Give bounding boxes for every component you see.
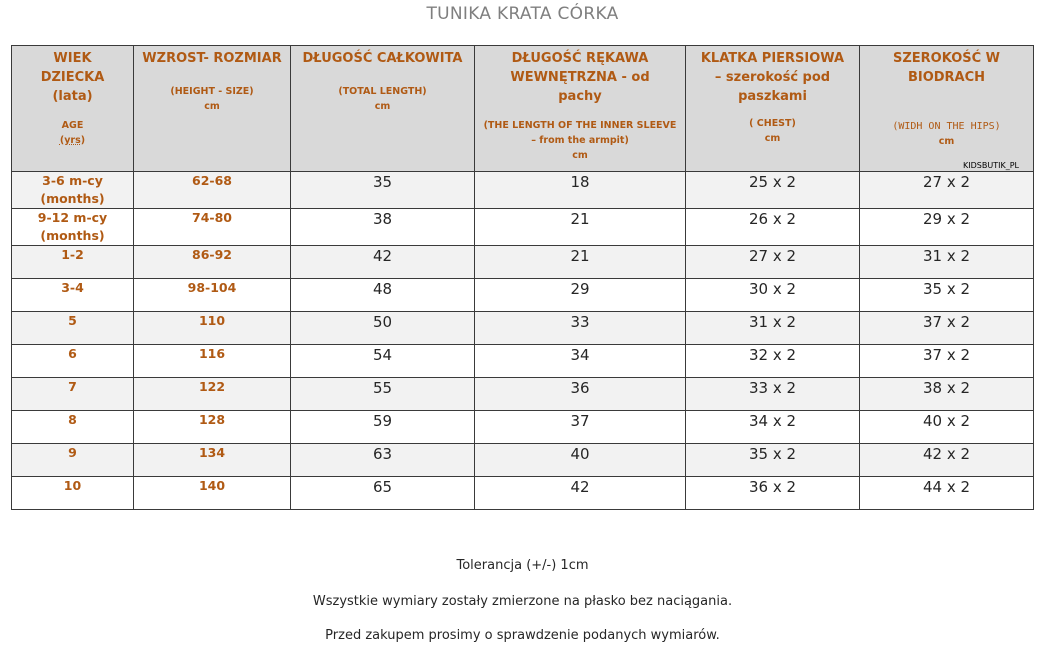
- cell-sleeve: 34: [475, 345, 686, 378]
- cell-length: 35: [291, 172, 475, 209]
- brand-watermark: KIDSBUTIK_PL: [963, 161, 1019, 170]
- cell-chest: 26 x 2: [686, 209, 860, 246]
- header-age-sub2: (yrs): [59, 135, 86, 146]
- check-sizes-note: Przed zakupem prosimy o sprawdzenie podanych wymiarów.: [325, 628, 720, 643]
- header-chest-main: KLATKA PIERSIOWA – szerokość pod paszkami: [700, 51, 845, 104]
- header-length-main: DŁUGOŚĆ CAŁKOWITA: [302, 51, 463, 66]
- header-sleeve-unit: cm: [572, 150, 588, 161]
- tolerance-note: Tolerancja (+/-) 1cm: [456, 558, 589, 573]
- header-age-main: WIEK DZIECKA (lata): [40, 51, 105, 104]
- size-table: [11, 45, 1034, 510]
- cell-hips: 31 x 2: [860, 246, 1034, 279]
- header-chest: [686, 46, 860, 172]
- cell-chest: 31 x 2: [686, 312, 860, 345]
- cell-chest: 34 x 2: [686, 411, 860, 444]
- header-sleeve: [475, 46, 686, 172]
- header-hips-sub: (WIDH ON THE HIPS): [892, 121, 1001, 132]
- cell-hips: 35 x 2: [860, 279, 1034, 312]
- cell-age: 3-6 m-cy (months): [12, 172, 134, 209]
- cell-height: 116: [134, 345, 291, 378]
- table-row: [12, 279, 1034, 312]
- cell-height: 74-80: [134, 209, 291, 246]
- cell-hips: 42 x 2: [860, 444, 1034, 477]
- table-row: [12, 312, 1034, 345]
- table-row: [12, 477, 1034, 510]
- cell-height: 110: [134, 312, 291, 345]
- cell-age: 9: [12, 444, 134, 477]
- cell-height: 98-104: [134, 279, 291, 312]
- cell-sleeve: 37: [475, 411, 686, 444]
- cell-hips: 37 x 2: [860, 312, 1034, 345]
- cell-hips: 40 x 2: [860, 411, 1034, 444]
- cell-sleeve: 36: [475, 378, 686, 411]
- table-row: [12, 246, 1034, 279]
- header-height-unit: cm: [204, 101, 220, 112]
- header-sleeve-sub: (THE LENGTH OF THE INNER SLEEVE – from the armpit): [483, 120, 677, 146]
- cell-length: 54: [291, 345, 475, 378]
- cell-height: 140: [134, 477, 291, 510]
- cell-length: 55: [291, 378, 475, 411]
- cell-chest: 36 x 2: [686, 477, 860, 510]
- cell-sleeve: 33: [475, 312, 686, 345]
- cell-sleeve: 21: [475, 209, 686, 246]
- table-row: [12, 209, 1034, 246]
- cell-chest: 32 x 2: [686, 345, 860, 378]
- flat-measure-note: Wszystkie wymiary zostały zmierzone na płasko bez naciągania.: [312, 594, 733, 609]
- page-title: TUNIKA KRATA CÓRKA: [426, 4, 619, 24]
- cell-sleeve: 21: [475, 246, 686, 279]
- cell-sleeve: 42: [475, 477, 686, 510]
- table-row: [12, 172, 1034, 209]
- cell-length: 59: [291, 411, 475, 444]
- table-row: [12, 444, 1034, 477]
- header-height-sub: (HEIGHT - SIZE): [170, 86, 254, 97]
- cell-height: 62-68: [134, 172, 291, 209]
- header-sleeve-main: DŁUGOŚĆ RĘKAWA WEWNĘTRZNA - od pachy: [510, 51, 650, 104]
- cell-hips: 27 x 2: [860, 172, 1034, 209]
- cell-age: 6: [12, 345, 134, 378]
- header-length-unit: cm: [374, 101, 391, 112]
- table-row: [12, 411, 1034, 444]
- cell-chest: 30 x 2: [686, 279, 860, 312]
- cell-length: 65: [291, 477, 475, 510]
- cell-chest: 35 x 2: [686, 444, 860, 477]
- cell-age: 8: [12, 411, 134, 444]
- cell-hips: 44 x 2: [860, 477, 1034, 510]
- header-length-sub: (TOTAL LENGTH): [338, 86, 427, 97]
- cell-height: 86-92: [134, 246, 291, 279]
- cell-height: 134: [134, 444, 291, 477]
- cell-length: 63: [291, 444, 475, 477]
- header-height: [134, 46, 291, 172]
- cell-sleeve: 29: [475, 279, 686, 312]
- cell-age: 9-12 m-cy (months): [12, 209, 134, 246]
- cell-sleeve: 40: [475, 444, 686, 477]
- header-chest-sub: ( CHEST): [749, 118, 796, 129]
- cell-age: 5: [12, 312, 134, 345]
- cell-chest: 33 x 2: [686, 378, 860, 411]
- header-age-sub: AGE: [61, 120, 84, 131]
- cell-chest: 25 x 2: [686, 172, 860, 209]
- cell-age: 1-2: [12, 246, 134, 279]
- header-height-main: WZROST- ROZMIAR: [142, 51, 282, 66]
- cell-length: 48: [291, 279, 475, 312]
- cell-height: 122: [134, 378, 291, 411]
- cell-sleeve: 18: [475, 172, 686, 209]
- header-hips-unit: cm: [938, 136, 955, 147]
- table-row: [12, 378, 1034, 411]
- cell-length: 42: [291, 246, 475, 279]
- header-age: [12, 46, 134, 172]
- header-hips-main: SZEROKOŚĆ W BIODRACH: [892, 51, 1001, 85]
- cell-chest: 27 x 2: [686, 246, 860, 279]
- table-header-row: [12, 46, 1034, 172]
- cell-age: 10: [12, 477, 134, 510]
- cell-age: 3-4: [12, 279, 134, 312]
- cell-length: 50: [291, 312, 475, 345]
- cell-length: 38: [291, 209, 475, 246]
- header-hips: [860, 46, 1034, 172]
- cell-hips: 37 x 2: [860, 345, 1034, 378]
- table-row: [12, 345, 1034, 378]
- cell-height: 128: [134, 411, 291, 444]
- header-chest-unit: cm: [764, 133, 781, 144]
- table-body: [12, 172, 1034, 510]
- header-length: [291, 46, 475, 172]
- cell-hips: 38 x 2: [860, 378, 1034, 411]
- cell-age: 7: [12, 378, 134, 411]
- cell-hips: 29 x 2: [860, 209, 1034, 246]
